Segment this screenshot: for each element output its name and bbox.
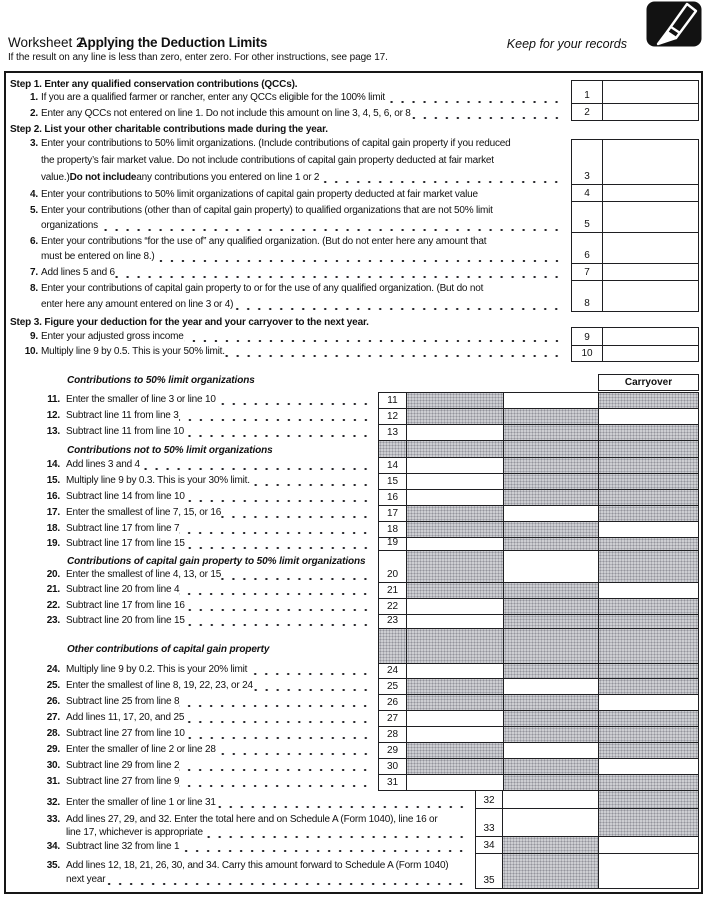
line-31-box-number: 31 — [378, 774, 407, 791]
line-6-text — [41, 249, 565, 265]
line-27-text-seg: Add lines 11, 17, 20, and 25 — [66, 712, 185, 723]
line-23-text — [66, 613, 374, 629]
line-23-blocked-col3 — [598, 614, 699, 629]
line-19-blocked-col3 — [598, 537, 699, 551]
line-30-carryover-cell[interactable] — [598, 758, 699, 775]
line-30-blocked-col2 — [503, 758, 599, 775]
keep-for-records-note: Keep for your records — [506, 37, 627, 51]
line-29-box-number: 29 — [378, 742, 407, 759]
line-8-text — [41, 297, 565, 313]
dot-leader — [216, 392, 374, 408]
line-33-entry-cell[interactable] — [502, 808, 599, 837]
line-14-entry-cell[interactable] — [406, 457, 504, 474]
line-2-text-seg: Enter any QCCs not entered on line 1. Do not include this amount on line 3, 4, 5, 6, or 8 — [41, 108, 411, 119]
step-heading-1: Step 1. Enter any qualified conservation contributions (QCCs). — [10, 79, 298, 90]
line-17-text — [66, 505, 374, 521]
line-22-box-number: 22 — [378, 598, 407, 615]
line-number-10: 10. — [24, 346, 38, 357]
line-26-carryover-cell[interactable] — [598, 694, 699, 711]
line-23-box-number: 23 — [378, 614, 407, 629]
line-29-text-seg: Enter the smaller of line 2 or line 28 — [66, 744, 216, 755]
line-number-32: 32. — [46, 797, 60, 808]
line-34-blocked-entry — [502, 836, 599, 854]
line-22-text-seg: Subtract line 17 from line 16 — [66, 600, 185, 611]
line-21-blocked-col2 — [503, 582, 599, 599]
line-number-26: 26. — [46, 696, 60, 707]
line-22-blocked-col3 — [598, 598, 699, 615]
dot-leader — [216, 795, 470, 811]
table-heading-blocked-cell — [406, 628, 504, 664]
line-20-blocked-col3 — [598, 550, 699, 583]
line-26-text — [66, 694, 374, 710]
line-26-blocked-col1 — [406, 694, 504, 711]
line-30-text-seg: Subtract line 29 from line 2 — [66, 760, 180, 771]
line-34-carryover-cell[interactable] — [598, 836, 699, 854]
line-2-box-number: 2 — [571, 103, 603, 121]
dot-leader — [179, 774, 374, 790]
section-heading-1: Contributions to 50% limit organizations — [67, 375, 255, 386]
dot-leader — [185, 613, 374, 629]
line-11-blocked-col1 — [406, 392, 504, 409]
line-14-blocked-col3 — [598, 457, 699, 474]
line-35-blocked-entry — [502, 853, 599, 889]
line-35-text — [66, 872, 470, 888]
dot-leader — [185, 598, 374, 614]
line-4-box-number: 4 — [571, 184, 603, 202]
line-34-box-number: 34 — [475, 836, 503, 854]
line-27-blocked-col2 — [503, 710, 599, 727]
line-13-entry-cell[interactable] — [406, 424, 504, 441]
line-10-text — [41, 344, 565, 360]
line-29-text — [66, 742, 374, 758]
dot-leader — [250, 473, 374, 489]
line-18-text — [66, 521, 374, 537]
line-number-13: 13. — [46, 426, 60, 437]
line-7-box-number: 7 — [571, 263, 603, 281]
line-24-blocked-col3 — [598, 663, 699, 679]
line-28-blocked-col2 — [503, 726, 599, 743]
line-15-blocked-col3 — [598, 473, 699, 490]
line-25-blocked-col3 — [598, 678, 699, 695]
line-35-box-number: 35 — [475, 853, 503, 889]
line-5-text — [41, 203, 565, 219]
line-number-5: 5. — [30, 205, 38, 216]
line-21-text — [66, 582, 374, 598]
line-20-blocked-col1 — [406, 550, 504, 583]
line-35-text-seg: Add lines 12, 18, 21, 26, 30, and 34. Carry this amount forward to Schedule A (Form 1040) — [66, 860, 449, 871]
line-15-text-seg: Multiply line 9 by 0.3. This is your 30% limit. — [66, 475, 250, 486]
line-28-text — [66, 726, 374, 742]
dot-leader — [184, 710, 374, 726]
line-25-box-number: 25 — [378, 678, 407, 695]
line-3-text — [41, 153, 565, 169]
line-number-3: 3. — [30, 138, 38, 149]
worksheet-number-label: Worksheet 2. — [8, 35, 88, 50]
dot-leader — [179, 582, 374, 598]
line-16-box-number: 16 — [378, 489, 407, 506]
line-3-text-seg: any contributions you entered on line 1 or 2 — [136, 172, 320, 183]
line-31-blocked-col3 — [598, 774, 699, 791]
dot-leader — [233, 297, 565, 313]
line-15-text — [66, 473, 374, 489]
line-34-text — [66, 839, 470, 855]
line-number-35: 35. — [46, 860, 60, 871]
line-24-blocked-col2 — [503, 663, 599, 679]
line-32-text — [66, 795, 470, 811]
line-number-20: 20. — [46, 569, 60, 580]
line-4-text-seg: Enter your contributions to 50% limit organizations of capital gain property deducted at fair market value — [41, 189, 478, 200]
line-number-22: 22. — [46, 600, 60, 611]
line-19-text-seg: Subtract line 17 from line 15 — [66, 538, 185, 549]
line-number-8: 8. — [30, 283, 38, 294]
line-number-23: 23. — [46, 615, 60, 626]
line-27-blocked-col3 — [598, 710, 699, 727]
line-12-text-seg: Subtract line 11 from line 3 — [66, 410, 179, 421]
line-29-blocked-col3 — [598, 742, 699, 759]
line-30-box-number: 30 — [378, 758, 407, 775]
line-6-text — [41, 234, 565, 250]
line-29-entry-cell[interactable] — [503, 742, 599, 759]
line-20-entry-cell[interactable] — [503, 550, 599, 583]
line-number-29: 29. — [46, 744, 60, 755]
line-9-text-seg: Enter your adjusted gross income — [41, 331, 184, 342]
line-13-blocked-col2 — [503, 424, 599, 441]
line-number-31: 31. — [46, 776, 60, 787]
line-3-entry-cell[interactable] — [602, 139, 699, 185]
line-8-box-number: 8 — [571, 280, 603, 312]
dot-leader — [179, 839, 470, 855]
line-9-entry-cell[interactable] — [602, 327, 699, 346]
line-1-text-seg: If you are a qualified farmer or rancher, enter any QCCs eligible for the 100% limit — [41, 92, 385, 103]
line-7-entry-cell[interactable] — [602, 263, 699, 281]
line-29-blocked-col1 — [406, 742, 504, 759]
line-19-entry-cell[interactable] — [406, 537, 504, 551]
line-20-text-seg: Enter the smallest of line 4, 13, or 15 — [66, 569, 222, 580]
line-number-24: 24. — [46, 664, 60, 675]
line-16-entry-cell[interactable] — [406, 489, 504, 506]
line-27-entry-cell[interactable] — [406, 710, 504, 727]
line-17-text-seg: Enter the smallest of line 7, 15, or 16 — [66, 507, 222, 518]
line-3-box-number: 3 — [571, 139, 603, 185]
line-22-entry-cell[interactable] — [406, 598, 504, 615]
line-11-text-seg: Enter the smaller of line 3 or line 10 — [66, 394, 216, 405]
line-5-entry-cell[interactable] — [602, 201, 699, 233]
line-26-box-number: 26 — [378, 694, 407, 711]
line-17-box-number: 17 — [378, 505, 407, 522]
line-28-box-number: 28 — [378, 726, 407, 743]
line-number-1: 1. — [30, 92, 38, 103]
line-12-box-number: 12 — [378, 408, 407, 425]
line-number-6: 6. — [30, 236, 38, 247]
dot-leader — [115, 265, 565, 281]
dot-leader — [225, 344, 565, 360]
line-32-blocked-carryover — [598, 790, 699, 809]
line-10-box-number: 10 — [571, 345, 603, 362]
line-32-text-seg: Enter the smaller of line 1 or line 31 — [66, 797, 216, 808]
line-number-16: 16. — [46, 491, 60, 502]
line-number-21: 21. — [46, 584, 60, 595]
line-21-box-number: 21 — [378, 582, 407, 599]
line-25-text — [66, 678, 374, 694]
line-3-text-seg: the property’s fair market value. Do not include contributions of capital gain property deducted at fair market — [41, 155, 494, 166]
line-number-27: 27. — [46, 712, 60, 723]
table-heading-blocked-cell — [503, 628, 599, 664]
line-33-text-seg: Add lines 27, 29, and 32. Enter the total here and on Schedule A (Form 1040), line 16 or — [66, 814, 438, 825]
line-25-text-seg: Enter the smallest of line 8, 19, 22, 23, or 24 — [66, 680, 253, 691]
line-28-blocked-col3 — [598, 726, 699, 743]
line-14-text — [66, 457, 374, 473]
line-31-blocked-col2 — [503, 774, 599, 791]
table-heading-blocked-cell — [598, 628, 699, 664]
line-32-entry-cell[interactable] — [502, 790, 599, 809]
line-21-text-seg: Subtract line 20 from line 4 — [66, 584, 180, 595]
line-35-text-seg: next year — [66, 874, 106, 885]
line-21-blocked-col1 — [406, 582, 504, 599]
line-5-text-seg: Enter your contributions (other than of capital gain property) to qualified organizations that are not 50% limit — [41, 205, 493, 216]
dot-leader — [411, 106, 565, 122]
line-number-34: 34. — [46, 841, 60, 852]
line-5-box-number: 5 — [571, 201, 603, 233]
line-24-text — [66, 662, 374, 678]
line-3-text-seg: Enter your contributions to 50% limit organizations. (Include contributions of capital gain property if you reduced — [41, 138, 511, 149]
dot-leader — [385, 90, 565, 106]
dot-leader — [140, 457, 374, 473]
line-16-text-seg: Subtract line 14 from line 10 — [66, 491, 185, 502]
dot-leader — [155, 249, 565, 265]
dot-leader — [185, 489, 374, 505]
line-26-blocked-col2 — [503, 694, 599, 711]
table-heading-blocked-cell — [503, 440, 599, 458]
line-11-box-number: 11 — [378, 392, 407, 409]
line-1-box-number: 1 — [571, 80, 603, 104]
line-33-box-number: 33 — [475, 808, 503, 837]
dot-leader — [247, 662, 374, 678]
dot-leader — [179, 758, 374, 774]
line-24-entry-cell[interactable] — [406, 663, 504, 679]
line-22-blocked-col2 — [503, 598, 599, 615]
line-13-box-number: 13 — [378, 424, 407, 441]
line-18-blocked-col2 — [503, 521, 599, 538]
dot-leader — [185, 726, 374, 742]
line-8-text-seg: enter here any amount entered on line 3 or 4) — [41, 299, 234, 310]
line-15-entry-cell[interactable] — [406, 473, 504, 490]
line-34-text-seg: Subtract line 32 from line 1 — [66, 841, 180, 852]
line-13-text — [66, 424, 374, 440]
section-heading-3: Contributions of capital gain property to 50% limit organizations — [67, 556, 366, 567]
dot-leader — [184, 329, 565, 345]
line-24-box-number: 24 — [378, 663, 407, 679]
line-number-19: 19. — [46, 538, 60, 549]
table-heading-blocked-cell — [598, 440, 699, 458]
line-26-text-seg: Subtract line 25 from line 8 — [66, 696, 180, 707]
dot-leader — [98, 218, 565, 234]
line-17-blocked-col1 — [406, 505, 504, 522]
line-30-text — [66, 758, 374, 774]
table-heading-blocked-cell — [406, 440, 504, 458]
line-6-text-seg: Enter your contributions “for the use of” any qualified organization. (But do not enter here any amount that — [41, 236, 487, 247]
line-number-30: 30. — [46, 760, 60, 771]
line-25-entry-cell[interactable] — [503, 678, 599, 695]
dot-leader — [221, 567, 374, 583]
line-19-box-number: 19 — [378, 537, 407, 551]
line-14-text-seg: Add lines 3 and 4 — [66, 459, 140, 470]
line-32-box-number: 32 — [475, 790, 503, 809]
step-heading-2: Step 2. List your other charitable contributions made during the year. — [10, 124, 328, 135]
line-7-text-seg: Add lines 5 and 6 — [41, 267, 115, 278]
section-heading-4: Other contributions of capital gain property — [67, 644, 270, 655]
table-heading-blocked-cell — [378, 628, 407, 664]
line-6-box-number: 6 — [571, 232, 603, 264]
line-number-11: 11. — [47, 394, 60, 405]
line-2-text — [41, 106, 565, 122]
line-30-blocked-col1 — [406, 758, 504, 775]
line-number-4: 4. — [30, 189, 38, 200]
line-12-text — [66, 408, 374, 424]
table-heading-blocked-cell — [378, 440, 407, 458]
line-16-blocked-col2 — [503, 489, 599, 506]
carryover-header: Carryover — [598, 374, 699, 391]
line-27-text — [66, 710, 374, 726]
line-1-entry-cell[interactable] — [602, 80, 699, 104]
line-number-2: 2. — [30, 108, 38, 119]
line-2-entry-cell[interactable] — [602, 103, 699, 121]
line-number-9: 9. — [30, 331, 38, 342]
dot-leader — [184, 424, 374, 440]
line-25-blocked-col1 — [406, 678, 504, 695]
line-number-28: 28. — [46, 728, 60, 739]
line-16-text — [66, 489, 374, 505]
line-31-text-seg: Subtract line 27 from line 9 — [66, 776, 180, 787]
line-10-entry-cell[interactable] — [602, 345, 699, 362]
line-3-text-seg: Do not include — [69, 172, 137, 183]
line-18-carryover-cell[interactable] — [598, 521, 699, 538]
line-number-15: 15. — [46, 475, 60, 486]
line-13-text-seg: Subtract line 11 from line 10 — [66, 426, 184, 437]
line-3-text-seg: value.) — [41, 172, 70, 183]
line-15-blocked-col2 — [503, 473, 599, 490]
line-18-blocked-col1 — [406, 521, 504, 538]
line-4-entry-cell[interactable] — [602, 184, 699, 202]
dot-leader — [221, 505, 374, 521]
line-31-entry-cell[interactable] — [406, 774, 504, 791]
line-number-12: 12. — [46, 410, 60, 421]
pencil-icon — [646, 1, 702, 47]
line-35-carryover-cell[interactable] — [598, 853, 699, 889]
line-18-text-seg: Subtract line 17 from line 7 — [66, 523, 180, 534]
line-12-carryover-cell[interactable] — [598, 408, 699, 425]
dot-leader — [185, 536, 374, 552]
line-31-text — [66, 774, 374, 790]
line-11-text — [66, 392, 374, 408]
line-8-text — [41, 281, 565, 297]
line-24-text-seg: Multiply line 9 by 0.2. This is your 20% limit — [66, 664, 248, 675]
line-28-text-seg: Subtract line 27 from line 10 — [66, 728, 185, 739]
line-28-entry-cell[interactable] — [406, 726, 504, 743]
dot-leader — [105, 872, 470, 888]
line-9-box-number: 9 — [571, 327, 603, 346]
dot-leader — [179, 694, 374, 710]
line-14-blocked-col2 — [503, 457, 599, 474]
line-23-entry-cell[interactable] — [406, 614, 504, 629]
line-13-blocked-col3 — [598, 424, 699, 441]
line-10-text-seg: Multiply line 9 by 0.5. This is your 50% limit. — [41, 346, 225, 357]
line-number-33: 33. — [46, 814, 60, 825]
line-number-25: 25. — [46, 680, 60, 691]
line-11-blocked-col3 — [598, 392, 699, 409]
line-8-entry-cell[interactable] — [602, 280, 699, 312]
line-1-text — [41, 90, 565, 106]
line-14-box-number: 14 — [378, 457, 407, 474]
line-17-entry-cell[interactable] — [503, 505, 599, 522]
dot-leader — [179, 521, 374, 537]
line-number-14: 14. — [46, 459, 60, 470]
section-heading-2: Contributions not to 50% limit organizations — [67, 445, 273, 456]
line-7-text — [41, 265, 565, 281]
line-33-text-seg: line 17, whichever is appropriate — [66, 827, 203, 838]
line-23-text-seg: Subtract line 20 from line 15 — [66, 615, 185, 626]
line-23-blocked-col2 — [503, 614, 599, 629]
line-number-18: 18. — [46, 523, 60, 534]
line-21-carryover-cell[interactable] — [598, 582, 699, 599]
line-3-text — [41, 170, 565, 186]
dot-leader — [253, 678, 374, 694]
line-number-17: 17. — [46, 507, 60, 518]
line-12-blocked-col1 — [406, 408, 504, 425]
line-3-text — [41, 136, 565, 152]
dot-leader — [216, 742, 374, 758]
worksheet-title: Applying the Deduction Limits — [78, 35, 268, 50]
line-22-text — [66, 598, 374, 614]
line-19-text — [66, 536, 374, 552]
dot-leader — [179, 408, 374, 424]
line-17-blocked-col3 — [598, 505, 699, 522]
line-15-box-number: 15 — [378, 473, 407, 490]
line-19-blocked-col2 — [503, 537, 599, 551]
line-number-7: 7. — [30, 267, 38, 278]
line-6-entry-cell[interactable] — [602, 232, 699, 264]
instruction-note: If the result on any line is less than zero, enter zero. For other instructions, see page 17. — [8, 52, 388, 63]
line-20-box-number: 20 — [378, 550, 407, 583]
line-18-box-number: 18 — [378, 521, 407, 538]
line-5-text-seg: organizations — [41, 220, 98, 231]
line-8-text-seg: Enter your contributions of capital gain property to or for the use of any qualified organization. (But do not — [41, 283, 484, 294]
line-33-blocked-carryover — [598, 808, 699, 837]
step-heading-3: Step 3. Figure your deduction for the year and your carryover to the next year. — [10, 317, 369, 328]
line-6-text-seg: must be entered on line 8.) — [41, 251, 155, 262]
line-27-box-number: 27 — [378, 710, 407, 727]
line-4-text — [41, 187, 565, 203]
line-5-text — [41, 218, 565, 234]
line-12-blocked-col2 — [503, 408, 599, 425]
line-11-entry-cell[interactable] — [503, 392, 599, 409]
line-16-blocked-col3 — [598, 489, 699, 506]
dot-leader — [319, 170, 565, 186]
line-9-text — [41, 329, 565, 345]
line-20-text — [66, 567, 374, 583]
